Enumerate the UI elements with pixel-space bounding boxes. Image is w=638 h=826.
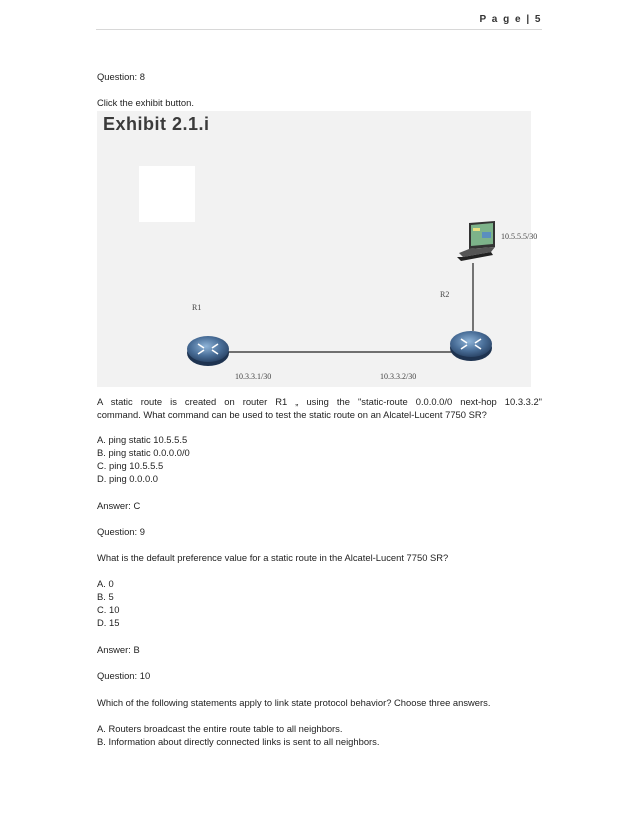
router-r2-icon: [450, 331, 492, 361]
router-r1-icon: [187, 336, 229, 366]
laptop-ip-label: 10.5.5.5/30: [501, 232, 538, 241]
question-8-option-b: B. ping static 0.0.0.0/0: [97, 447, 190, 458]
exhibit-title: Exhibit 2.1.i: [103, 114, 210, 134]
question-10-title: Question: 10: [97, 670, 151, 681]
question-9-title: Question: 9: [97, 526, 145, 537]
question-10-option-a: A. Routers broadcast the entire route table to all neighbors.: [97, 723, 343, 734]
r2-label: R2: [440, 290, 450, 299]
question-9-option-c: C. 10: [97, 604, 120, 615]
question-9-option-d: D. 15: [97, 617, 120, 628]
r1-label: R1: [192, 303, 202, 312]
page-number-header: P a g e | 5: [479, 14, 542, 25]
question-8-option-a: A. ping static 10.5.5.5: [97, 434, 188, 445]
question-8-title: Question: 8: [97, 71, 145, 82]
r1-ip-label: 10.3.3.1/30: [235, 372, 272, 381]
network-diagram: [97, 111, 531, 387]
question-9-body: What is the default preference value for a static route in the Alcatel-Lucent 7750 SR?: [97, 552, 449, 563]
r2-ip-label: 10.3.3.2/30: [380, 372, 417, 381]
question-9-answer: Answer: B: [97, 644, 140, 655]
laptop-icon: [457, 221, 495, 261]
question-8-body-line-1: A static route is created on router R1 „ using the "static-route 0.0.0.0/0 next-hop 10.3.3.2": [97, 396, 542, 407]
header-divider: [96, 29, 542, 30]
question-8-instruction: Click the exhibit button.: [97, 97, 194, 108]
question-8-answer: Answer: C: [97, 500, 141, 511]
question-8-body-line-2: command. What command can be used to test the static route on an Alcatel-Lucent 7750 SR?: [97, 409, 487, 420]
question-9-option-a: A. 0: [97, 578, 114, 589]
question-8-option-c: C. ping 10.5.5.5: [97, 460, 164, 471]
question-9-option-b: B. 5: [97, 591, 114, 602]
question-10-option-b: B. Information about directly connected links is sent to all neighbors.: [97, 736, 380, 747]
question-10-body: Which of the following statements apply to link state protocol behavior? Choose three answers.: [97, 697, 491, 708]
exhibit-image: [97, 111, 538, 387]
question-8-option-d: D. ping 0.0.0.0: [97, 473, 158, 484]
